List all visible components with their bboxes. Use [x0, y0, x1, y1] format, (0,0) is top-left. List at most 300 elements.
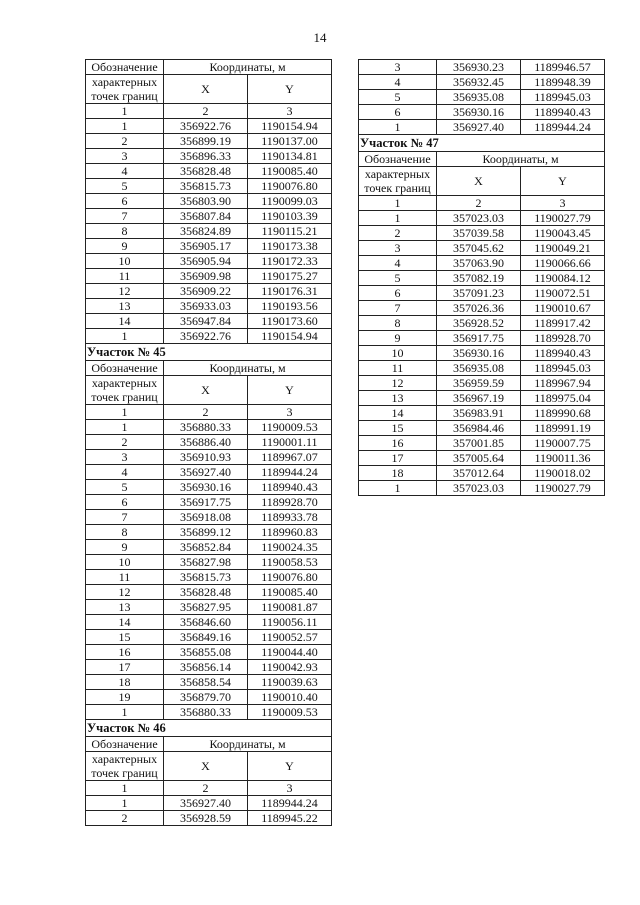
table-row — [86, 254, 332, 269]
point-number: 14 — [86, 615, 164, 630]
header-designation — [359, 167, 437, 196]
point-number: 4 — [86, 164, 164, 179]
coord-y: 1190052.57 — [248, 630, 332, 645]
table-row — [86, 450, 332, 465]
coord-y: 1190137.00 — [248, 134, 332, 149]
coord-x: 356815.73 — [164, 179, 248, 194]
point-number: 12 — [86, 585, 164, 600]
header-designation — [86, 752, 164, 781]
section-title: Участок № 46 — [86, 720, 332, 737]
coord-y: 1190175.27 — [248, 269, 332, 284]
point-number: 4 — [359, 75, 437, 90]
colnum-cell: 2 — [164, 104, 248, 119]
coord-x: 356927.40 — [164, 465, 248, 480]
coord-x: 356922.76 — [164, 329, 248, 344]
table-row — [86, 179, 332, 194]
point-number: 14 — [86, 314, 164, 329]
coord-x: 356886.40 — [164, 435, 248, 450]
point-number: 7 — [359, 301, 437, 316]
coord-y: 1190115.21 — [248, 224, 332, 239]
coord-x: 357039.58 — [437, 226, 521, 241]
coord-y: 1189990.68 — [521, 406, 605, 421]
header-designation-line: точек границ — [91, 766, 158, 780]
table-row — [86, 630, 332, 645]
header-coordinates: Координаты, м — [164, 60, 332, 75]
coord-x: 356918.08 — [164, 510, 248, 525]
header-designation — [86, 75, 164, 104]
coord-x: 357063.90 — [437, 256, 521, 271]
table-row — [359, 75, 605, 90]
coord-y: 1190010.67 — [521, 301, 605, 316]
coord-y: 1190001.11 — [248, 435, 332, 450]
coord-x: 356828.48 — [164, 164, 248, 179]
coord-x: 356933.03 — [164, 299, 248, 314]
point-number: 9 — [359, 331, 437, 346]
coord-x: 356917.75 — [164, 495, 248, 510]
coord-y: 1189928.70 — [248, 495, 332, 510]
header-y: Y — [248, 376, 332, 405]
coord-x: 357012.64 — [437, 466, 521, 481]
point-number: 15 — [359, 421, 437, 436]
coord-y: 1189945.03 — [521, 361, 605, 376]
point-number: 13 — [359, 391, 437, 406]
coord-y: 1190039.63 — [248, 675, 332, 690]
colnum-cell: 2 — [164, 781, 248, 796]
coord-y: 1189967.07 — [248, 450, 332, 465]
coord-y: 1190173.60 — [248, 314, 332, 329]
coord-y: 1190154.94 — [248, 119, 332, 134]
point-number: 5 — [86, 480, 164, 495]
coord-y: 1190042.93 — [248, 660, 332, 675]
point-number: 17 — [359, 451, 437, 466]
coord-x: 356858.54 — [164, 675, 248, 690]
coord-x: 356983.91 — [437, 406, 521, 421]
coord-y: 1189944.24 — [521, 120, 605, 135]
point-number: 1 — [86, 420, 164, 435]
coord-y: 1190066.66 — [521, 256, 605, 271]
coord-y: 1190085.40 — [248, 164, 332, 179]
coord-y: 1190044.40 — [248, 645, 332, 660]
table-row — [86, 119, 332, 134]
coords-table — [85, 59, 332, 826]
table-row — [359, 391, 605, 406]
coord-x: 356930.16 — [437, 105, 521, 120]
coord-y: 1190018.02 — [521, 466, 605, 481]
coord-x: 356880.33 — [164, 420, 248, 435]
point-number: 4 — [359, 256, 437, 271]
table-header-row — [86, 361, 332, 376]
coord-x: 356930.23 — [437, 60, 521, 75]
point-number: 2 — [86, 435, 164, 450]
table-row — [359, 436, 605, 451]
table-row — [359, 226, 605, 241]
table-row — [86, 149, 332, 164]
coord-y: 1190027.79 — [521, 211, 605, 226]
coord-x: 357082.19 — [437, 271, 521, 286]
table-row — [86, 811, 332, 826]
table-row — [359, 316, 605, 331]
table-row — [359, 105, 605, 120]
table-row — [359, 256, 605, 271]
header-y: Y — [521, 167, 605, 196]
coord-y: 1190193.56 — [248, 299, 332, 314]
point-number: 6 — [86, 495, 164, 510]
table-row — [359, 90, 605, 105]
coord-x: 357026.36 — [437, 301, 521, 316]
table-colnum-row — [359, 196, 605, 211]
point-number: 13 — [86, 600, 164, 615]
table-row — [86, 435, 332, 450]
point-number: 1 — [359, 481, 437, 496]
table-row — [86, 420, 332, 435]
table-row — [359, 301, 605, 316]
coord-y: 1190007.75 — [521, 436, 605, 451]
table-row — [86, 329, 332, 344]
coord-x: 356824.89 — [164, 224, 248, 239]
table-row — [86, 510, 332, 525]
table-row — [86, 269, 332, 284]
point-number: 1 — [86, 119, 164, 134]
colnum-cell: 3 — [521, 196, 605, 211]
point-number: 6 — [86, 194, 164, 209]
point-number: 3 — [359, 60, 437, 75]
table-row — [359, 481, 605, 496]
colnum-cell: 3 — [248, 781, 332, 796]
table-row — [359, 406, 605, 421]
coord-x: 356827.98 — [164, 555, 248, 570]
table-row — [359, 421, 605, 436]
table-row — [359, 376, 605, 391]
coord-y: 1190076.80 — [248, 179, 332, 194]
table-row — [86, 465, 332, 480]
point-number: 7 — [86, 510, 164, 525]
coord-y: 1189944.24 — [248, 465, 332, 480]
coord-x: 356896.33 — [164, 149, 248, 164]
header-designation: Обозначение — [86, 737, 164, 752]
coord-x: 356815.73 — [164, 570, 248, 585]
coord-x: 356935.08 — [437, 90, 521, 105]
coord-x: 356967.19 — [437, 391, 521, 406]
coord-y: 1190134.81 — [248, 149, 332, 164]
table-row — [86, 570, 332, 585]
point-number: 11 — [86, 269, 164, 284]
point-number: 9 — [86, 239, 164, 254]
header-y: Y — [248, 752, 332, 781]
coord-y: 1190043.45 — [521, 226, 605, 241]
coord-x: 356927.40 — [437, 120, 521, 135]
coord-y: 1190154.94 — [248, 329, 332, 344]
table-colnum-row — [86, 104, 332, 119]
point-number: 17 — [86, 660, 164, 675]
coord-x: 356930.16 — [164, 480, 248, 495]
coord-y: 1190085.40 — [248, 585, 332, 600]
coord-y: 1190011.36 — [521, 451, 605, 466]
table-row — [86, 314, 332, 329]
table-row — [86, 600, 332, 615]
table-row — [86, 164, 332, 179]
table-row — [359, 331, 605, 346]
colnum-cell: 3 — [248, 104, 332, 119]
table-row — [86, 675, 332, 690]
point-number: 3 — [359, 241, 437, 256]
header-designation-line: точек границ — [364, 181, 431, 195]
point-number: 3 — [86, 149, 164, 164]
coord-x: 356984.46 — [437, 421, 521, 436]
table-row — [86, 585, 332, 600]
point-number: 2 — [86, 134, 164, 149]
point-number: 1 — [86, 796, 164, 811]
page-number: 14 — [313, 30, 327, 45]
coord-x: 356905.94 — [164, 254, 248, 269]
coord-x: 356852.84 — [164, 540, 248, 555]
left-column — [85, 59, 331, 826]
coord-x: 356905.17 — [164, 239, 248, 254]
point-number: 11 — [86, 570, 164, 585]
coord-x: 356959.59 — [437, 376, 521, 391]
header-x: X — [164, 75, 248, 104]
table-row — [359, 271, 605, 286]
header-designation-line: точек границ — [91, 89, 158, 103]
table-row — [359, 346, 605, 361]
header-designation: Обозначение — [86, 361, 164, 376]
point-number: 12 — [359, 376, 437, 391]
coord-x: 357001.85 — [437, 436, 521, 451]
colnum-cell: 1 — [359, 196, 437, 211]
point-number: 10 — [86, 254, 164, 269]
point-number: 1 — [86, 705, 164, 720]
table-row — [359, 211, 605, 226]
point-number: 12 — [86, 284, 164, 299]
coord-y: 1189946.57 — [521, 60, 605, 75]
coord-y: 1190049.21 — [521, 241, 605, 256]
coord-x: 356927.40 — [164, 796, 248, 811]
coord-x: 357091.23 — [437, 286, 521, 301]
point-number: 16 — [359, 436, 437, 451]
coord-x: 356856.14 — [164, 660, 248, 675]
point-number: 18 — [359, 466, 437, 481]
coord-x: 356803.90 — [164, 194, 248, 209]
colnum-cell: 2 — [164, 405, 248, 420]
coord-y: 1189948.39 — [521, 75, 605, 90]
table-row — [86, 480, 332, 495]
header-x: X — [437, 167, 521, 196]
coord-x: 356909.22 — [164, 284, 248, 299]
coord-x: 356935.08 — [437, 361, 521, 376]
coord-x: 357005.64 — [437, 451, 521, 466]
point-number: 2 — [359, 226, 437, 241]
header-designation — [86, 376, 164, 405]
table-row — [86, 134, 332, 149]
coord-y: 1189928.70 — [521, 331, 605, 346]
table-row — [359, 286, 605, 301]
coord-x: 356846.60 — [164, 615, 248, 630]
table-row — [86, 495, 332, 510]
table-row — [86, 660, 332, 675]
header-x: X — [164, 376, 248, 405]
point-number: 1 — [359, 211, 437, 226]
coord-y: 1189940.43 — [521, 346, 605, 361]
table-header-row — [86, 60, 332, 75]
coord-y: 1189945.03 — [521, 90, 605, 105]
coord-y: 1189917.42 — [521, 316, 605, 331]
point-number: 11 — [359, 361, 437, 376]
coord-y: 1190099.03 — [248, 194, 332, 209]
table-row — [86, 224, 332, 239]
coord-y: 1190010.40 — [248, 690, 332, 705]
colnum-cell: 1 — [86, 104, 164, 119]
point-number: 14 — [359, 406, 437, 421]
colnum-cell: 1 — [86, 405, 164, 420]
coord-x: 356922.76 — [164, 119, 248, 134]
section-title: Участок № 47 — [359, 135, 605, 152]
coord-y: 1190173.38 — [248, 239, 332, 254]
point-number: 8 — [86, 525, 164, 540]
point-number: 8 — [86, 224, 164, 239]
header-coordinates: Координаты, м — [164, 737, 332, 752]
coord-x: 356879.70 — [164, 690, 248, 705]
coord-y: 1189940.43 — [248, 480, 332, 495]
table-colnum-row — [86, 781, 332, 796]
table-row — [86, 796, 332, 811]
header-coordinates: Координаты, м — [437, 152, 605, 167]
point-number: 13 — [86, 299, 164, 314]
table-row — [359, 451, 605, 466]
point-number: 1 — [86, 329, 164, 344]
header-designation-line: характерных — [91, 752, 158, 766]
coord-y: 1190081.87 — [248, 600, 332, 615]
colnum-cell: 2 — [437, 196, 521, 211]
table-row — [86, 690, 332, 705]
header-designation: Обозначение — [86, 60, 164, 75]
table-colnum-row — [86, 405, 332, 420]
coord-x: 356828.48 — [164, 585, 248, 600]
point-number: 19 — [86, 690, 164, 705]
coord-y: 1189960.83 — [248, 525, 332, 540]
table-row — [359, 60, 605, 75]
coord-y: 1189933.78 — [248, 510, 332, 525]
coord-y: 1189967.94 — [521, 376, 605, 391]
header-y: Y — [248, 75, 332, 104]
coord-x: 356855.08 — [164, 645, 248, 660]
point-number: 5 — [86, 179, 164, 194]
coord-x: 356899.12 — [164, 525, 248, 540]
coord-y: 1190027.79 — [521, 481, 605, 496]
point-number: 2 — [86, 811, 164, 826]
coord-x: 356928.59 — [164, 811, 248, 826]
header-x: X — [164, 752, 248, 781]
colnum-cell: 1 — [86, 781, 164, 796]
coord-x: 356930.16 — [437, 346, 521, 361]
point-number: 5 — [359, 90, 437, 105]
point-number: 18 — [86, 675, 164, 690]
coord-y: 1189991.19 — [521, 421, 605, 436]
coord-x: 356909.98 — [164, 269, 248, 284]
coord-x: 356947.84 — [164, 314, 248, 329]
coord-y: 1189944.24 — [248, 796, 332, 811]
table-row — [359, 120, 605, 135]
coord-x: 356849.16 — [164, 630, 248, 645]
header-designation-line: точек границ — [91, 390, 158, 404]
coord-x: 356910.93 — [164, 450, 248, 465]
coord-y: 1190024.35 — [248, 540, 332, 555]
coord-x: 356827.95 — [164, 600, 248, 615]
coord-y: 1190103.39 — [248, 209, 332, 224]
header-designation-line: характерных — [91, 75, 158, 89]
table-row — [86, 284, 332, 299]
coord-x: 356932.45 — [437, 75, 521, 90]
table-row — [86, 239, 332, 254]
coord-y: 1190076.80 — [248, 570, 332, 585]
coord-x: 357023.03 — [437, 481, 521, 496]
header-designation-line: характерных — [364, 167, 431, 181]
coord-y: 1189945.22 — [248, 811, 332, 826]
point-number: 9 — [86, 540, 164, 555]
coord-x: 357023.03 — [437, 211, 521, 226]
table-header-row — [86, 737, 332, 752]
table-row — [86, 615, 332, 630]
table-row — [86, 209, 332, 224]
header-designation-line: характерных — [91, 376, 158, 390]
table-row — [359, 361, 605, 376]
coord-y: 1190009.53 — [248, 705, 332, 720]
point-number: 6 — [359, 286, 437, 301]
coord-y: 1190072.51 — [521, 286, 605, 301]
table-row — [359, 241, 605, 256]
coords-table — [358, 59, 605, 496]
coord-x: 356928.52 — [437, 316, 521, 331]
colnum-cell: 3 — [248, 405, 332, 420]
table-row — [359, 466, 605, 481]
coord-y: 1190058.53 — [248, 555, 332, 570]
right-column — [358, 59, 604, 496]
point-number: 10 — [359, 346, 437, 361]
coord-y: 1190056.11 — [248, 615, 332, 630]
section-title: Участок № 45 — [86, 344, 332, 361]
coord-y: 1190084.12 — [521, 271, 605, 286]
coord-x: 356880.33 — [164, 705, 248, 720]
table-row — [86, 525, 332, 540]
coord-y: 1189940.43 — [521, 105, 605, 120]
table-row — [86, 555, 332, 570]
point-number: 7 — [86, 209, 164, 224]
point-number: 4 — [86, 465, 164, 480]
coord-y: 1190172.33 — [248, 254, 332, 269]
header-coordinates: Координаты, м — [164, 361, 332, 376]
table-row — [86, 299, 332, 314]
coord-y: 1190009.53 — [248, 420, 332, 435]
table-row — [86, 540, 332, 555]
point-number: 15 — [86, 630, 164, 645]
coord-x: 356899.19 — [164, 134, 248, 149]
point-number: 6 — [359, 105, 437, 120]
coord-x: 356917.75 — [437, 331, 521, 346]
coord-y: 1190176.31 — [248, 284, 332, 299]
header-designation: Обозначение — [359, 152, 437, 167]
table-row — [86, 705, 332, 720]
point-number: 16 — [86, 645, 164, 660]
coord-x: 356807.84 — [164, 209, 248, 224]
coord-x: 357045.62 — [437, 241, 521, 256]
point-number: 10 — [86, 555, 164, 570]
point-number: 8 — [359, 316, 437, 331]
table-header-row — [359, 152, 605, 167]
coord-y: 1189975.04 — [521, 391, 605, 406]
point-number: 1 — [359, 120, 437, 135]
table-row — [86, 645, 332, 660]
table-row — [86, 194, 332, 209]
point-number: 3 — [86, 450, 164, 465]
point-number: 5 — [359, 271, 437, 286]
